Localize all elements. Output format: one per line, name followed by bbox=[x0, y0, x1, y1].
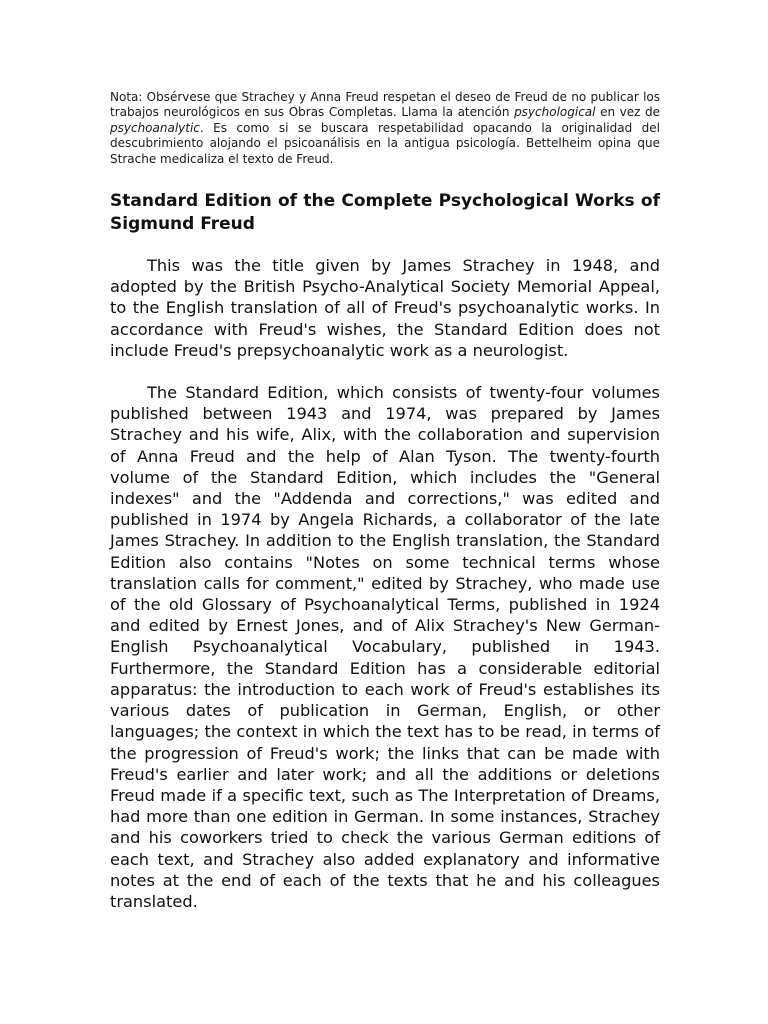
note-text-2: en vez de bbox=[595, 105, 660, 120]
note-italic-psychoanalytic: psychoanalytic bbox=[110, 120, 200, 135]
editor-note bbox=[110, 90, 660, 167]
document-page bbox=[110, 90, 660, 912]
note-italic-psychological: psychological bbox=[514, 105, 596, 120]
body-paragraph-1: This was the title given by James Strachey in 1948, and adopted by the British Psycho-Analytical Society Memorial Appeal, to the English translation of all of Freud's psychoanalytic works. In accordance with Freud's wishes, the Standard Edition does not include Freud's prepsychoanalytic work as a neurologist. bbox=[110, 256, 660, 360]
body-paragraph-2: The Standard Edition, which consists of twenty-four volumes published between 1943 and 1974, was prepared by James Strachey and his wife, Alix, with the collaboration and supervision of Anna Freud and the help of Alan Tyson. The twenty-fourth volume of the Standard Edition, which includes the "General indexes" and the "Addenda and corrections," was edited and published in 1974 by Angela Richards, a collaborator of the late James Strachey. In addition to the English translation, the Standard Edition also contains "Notes on some technical terms whose translation calls for comment," edited by Strachey, who made use of the old Glossary of Psychoanalytical Terms, published in 1924 and edited by Ernest Jones, and of Alix Strachey's New German-English Psychoanalytical Vocabulary, published in 1943. Furthermore, the Standard Edition has a considerable editorial apparatus: the introduction to each work of Freud's establishes its various dates of publication in German, English, or other languages; the context in which the text has to be read, in terms of the progression of Freud's work; the links that can be made with Freud's earlier and later work; and all the additions or deletions Freud made if a specific text, such as The Interpretation of Dreams, had more than one edition in German. In some instances, Strachey and his coworkers tried to check the various German editions of each text, and Strachey also added explanatory and informative notes at the end of each of the texts that he and his colleagues translated. bbox=[110, 383, 660, 911]
section-heading: Standard Edition of the Complete Psychological Works of Sigmund Freud bbox=[110, 191, 660, 235]
note-text-1: Nota: Obsérvese que Strachey y Anna Freud respetan el deseo de Freud de no publicar los trabajos neurológicos en sus Obras Completas. Llama la atención bbox=[110, 90, 660, 120]
note-text-3: . Es como si se buscara respetabilidad opacando la originalidad del descubrimiento alojando el psicoanálisis en la antigua psicología. Bettelheim opina que Strache medicaliza el texto de Freud. bbox=[110, 120, 660, 166]
